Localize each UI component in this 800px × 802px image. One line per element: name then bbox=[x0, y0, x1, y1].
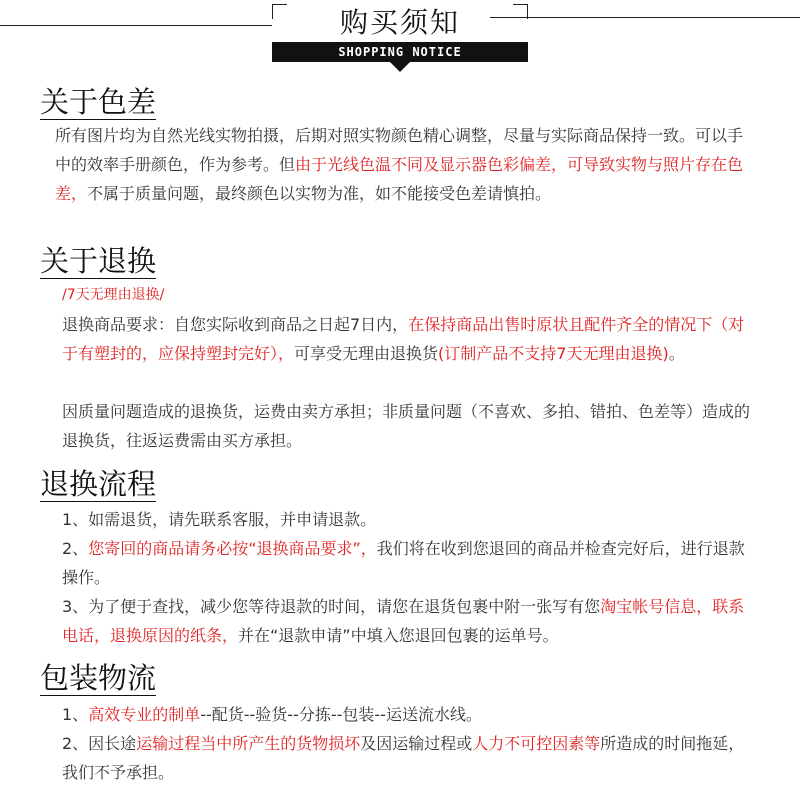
color-text-highlight: 由于光线色温不同及显示器色彩偏差，可导致实物与照片存在色差， bbox=[55, 155, 744, 203]
color-text-b: 不属于质量问题，最终颜色以实物为准，如不能接受色差请慎拍。 bbox=[87, 184, 552, 203]
section-heading-return: 关于退换 bbox=[40, 244, 157, 278]
section-heading-color: 关于色差 bbox=[40, 85, 157, 119]
logistics-2-c: 所造成的时间拖延，我们不予承担。 bbox=[62, 734, 745, 782]
return-requirements-text bbox=[62, 310, 752, 368]
header-line-left bbox=[0, 25, 272, 26]
section-heading-logistics: 包装物流 bbox=[40, 661, 157, 695]
logistics-1-a: 1、 bbox=[62, 705, 89, 724]
return-policy-tag: /7天无理由退换/ bbox=[62, 287, 165, 303]
page-subtitle: SHOPPING NOTICE bbox=[272, 42, 528, 62]
logistics-2-highlight-2: 人力不可控因素等 bbox=[472, 734, 601, 753]
logistics-item-2 bbox=[62, 729, 752, 787]
notice-title-box bbox=[272, 4, 528, 46]
return-shipping-text: 因质量问题造成的退换货，运费由卖方承担；非质量问题（不喜欢、多拍、错拍、色差等）造成的退换货，往返运费需由买方承担。 bbox=[62, 402, 751, 450]
notice-title-frame bbox=[272, 4, 528, 60]
color-text-a: 所有图片均为自然光线实物拍摄，后期对照实物颜色精心调整，尽量与实际商品保持一致。可以手中的效率手册颜色，作为参考。但 bbox=[55, 126, 744, 174]
logistics-2-highlight: 运输过程当中所产生的货物损坏 bbox=[136, 734, 361, 753]
flow-step-3-b: 并在“退款申请”中填入您退回包裹的运单号。 bbox=[238, 626, 559, 645]
flow-step-2-highlight: 您寄回的商品请务必按“退换商品要求”， bbox=[88, 539, 377, 558]
flow-step-1: 1、如需退货，请先联系客服，并申请退款。 bbox=[62, 510, 377, 529]
return-text-b: 可享受无理由退换货 bbox=[294, 344, 439, 363]
logistics-item-1 bbox=[62, 700, 752, 729]
flow-step-2-a: 2、 bbox=[62, 539, 89, 558]
section-heading-flow: 退换流程 bbox=[40, 467, 157, 501]
flow-step-3-a: 3、为了便于查找，减少您等待退款的时间，请您在退货包裹中附一张写有您 bbox=[62, 597, 601, 616]
flow-step-3-highlight: 淘宝帐号信息，联系电话，退换原因的纸条， bbox=[62, 597, 745, 645]
return-text-highlight: 在保持商品出售时原状且配件齐全的情况下（对于有塑封的，应保持塑封完好）， bbox=[62, 315, 745, 363]
header-line-right-long bbox=[528, 17, 800, 18]
return-text-highlight-2: (订制产品不支持7天无理由退换) bbox=[438, 344, 669, 363]
logistics-1-highlight: 高效专业的制单 bbox=[88, 705, 201, 724]
flow-step-3 bbox=[62, 592, 752, 650]
page-title: 购买须知 bbox=[339, 6, 460, 39]
logistics-2-a: 2、因长途 bbox=[62, 734, 137, 753]
return-text-a: 退换商品要求：自您实际收到商品之日起7日内， bbox=[62, 315, 409, 334]
section-color-text bbox=[55, 121, 745, 208]
flow-step-2 bbox=[62, 534, 752, 592]
return-text-c: 。 bbox=[668, 344, 685, 363]
logistics-1-b: --配货--验货--分拣--包装--运送流水线。 bbox=[200, 705, 482, 724]
down-arrow-icon bbox=[390, 62, 410, 72]
flow-step-2-b: 我们将在收到您退回的商品并检查完好后，进行退款操作。 bbox=[62, 539, 745, 587]
logistics-2-b: 及因运输过程或 bbox=[360, 734, 473, 753]
